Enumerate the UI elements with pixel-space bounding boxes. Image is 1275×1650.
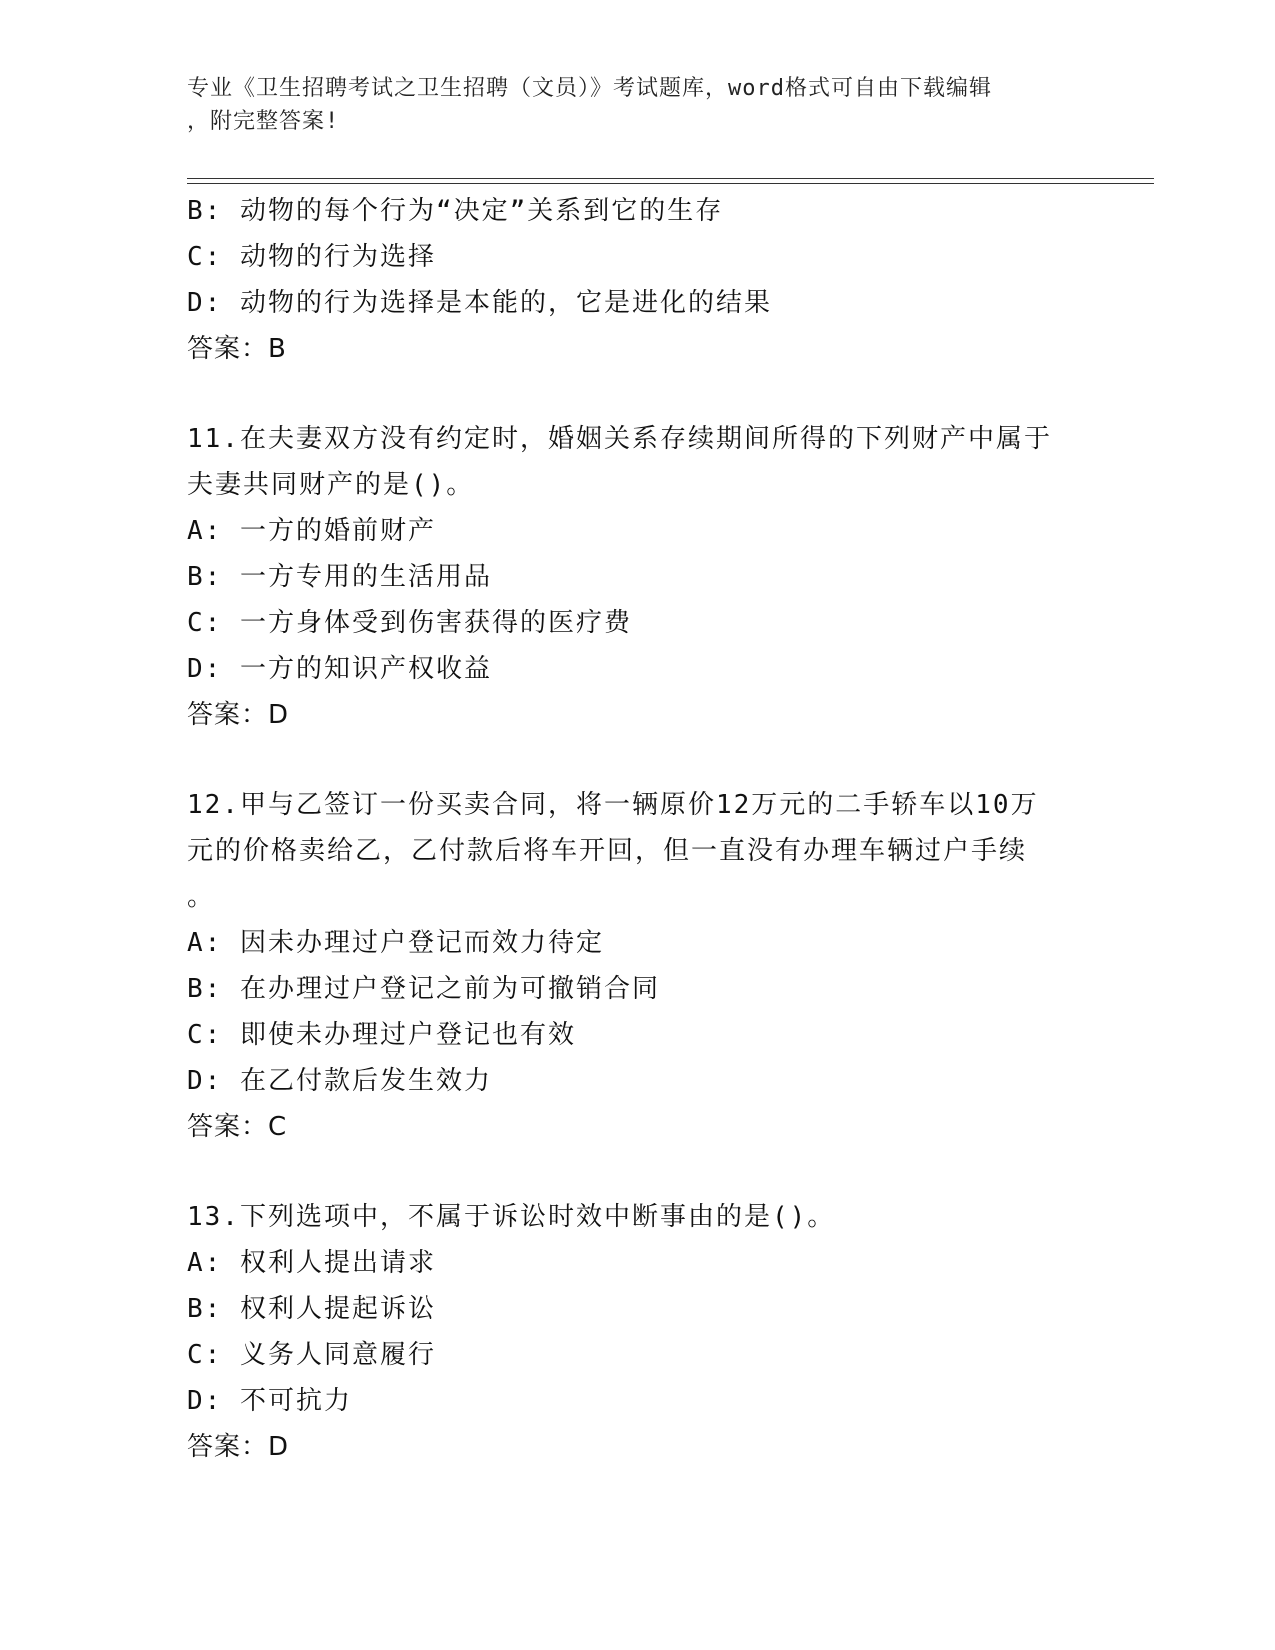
question-13 [187, 1194, 1087, 1470]
option-d: D: 在乙付款后发生效力 [187, 1066, 492, 1096]
answer: 答案：B [187, 334, 287, 364]
option-d: D: 一方的知识产权收益 [187, 654, 492, 684]
option-b: B: 权利人提起诉讼 [187, 1294, 436, 1324]
question-stem-line-1: 11.在夫妻双方没有约定时，婚姻关系存续期间所得的下列财产中属于 [187, 424, 1052, 454]
option-c: C: 动物的行为选择 [187, 242, 436, 272]
question-list [187, 188, 1087, 1470]
header-title-line-1: 专业《卫生招聘考试之卫生招聘（文员）》考试题库，word格式可自由下载编辑 [187, 76, 992, 101]
question-stem-line-2: 夫妻共同财产的是()。 [187, 470, 475, 500]
answer: 答案：D [187, 700, 290, 730]
answer: 答案：C [187, 1112, 288, 1142]
option-a: A: 一方的婚前财产 [187, 516, 436, 546]
option-d: D: 动物的行为选择是本能的，它是进化的结果 [187, 288, 772, 318]
question-stem-line-3: 。 [187, 882, 216, 912]
spacer [187, 372, 1087, 416]
option-c: C: 义务人同意履行 [187, 1340, 436, 1370]
question-stem-line-1: 13.下列选项中，不属于诉讼时效中断事由的是()。 [187, 1202, 836, 1232]
option-a: A: 因未办理过户登记而效力待定 [187, 928, 604, 958]
option-d: D: 不可抗力 [187, 1386, 352, 1416]
option-b: B: 动物的每个行为“决定”关系到它的生存 [187, 196, 724, 226]
header-title-line-2: ，附完整答案! [187, 109, 340, 134]
question-10 [187, 188, 1087, 372]
option-b: B: 在办理过户登记之前为可撤销合同 [187, 974, 660, 1004]
option-c: C: 一方身体受到伤害获得的医疗费 [187, 608, 632, 638]
question-11 [187, 416, 1087, 738]
header-divider-top [187, 178, 1154, 179]
question-stem-line-2: 元的价格卖给乙，乙付款后将车开回，但一直没有办理车辆过户手续 [187, 836, 1028, 866]
document-header [187, 72, 1067, 138]
option-a: A: 权利人提出请求 [187, 1248, 436, 1278]
header-divider-bottom [187, 183, 1154, 184]
option-b: B: 一方专用的生活用品 [187, 562, 492, 592]
question-stem-line-1: 12.甲与乙签订一份买卖合同，将一辆原价12万元的二手轿车以10万 [187, 790, 1039, 820]
option-c: C: 即使未办理过户登记也有效 [187, 1020, 576, 1050]
answer: 答案：D [187, 1432, 290, 1462]
spacer [187, 1150, 1087, 1194]
question-12 [187, 782, 1087, 1150]
spacer [187, 738, 1087, 782]
